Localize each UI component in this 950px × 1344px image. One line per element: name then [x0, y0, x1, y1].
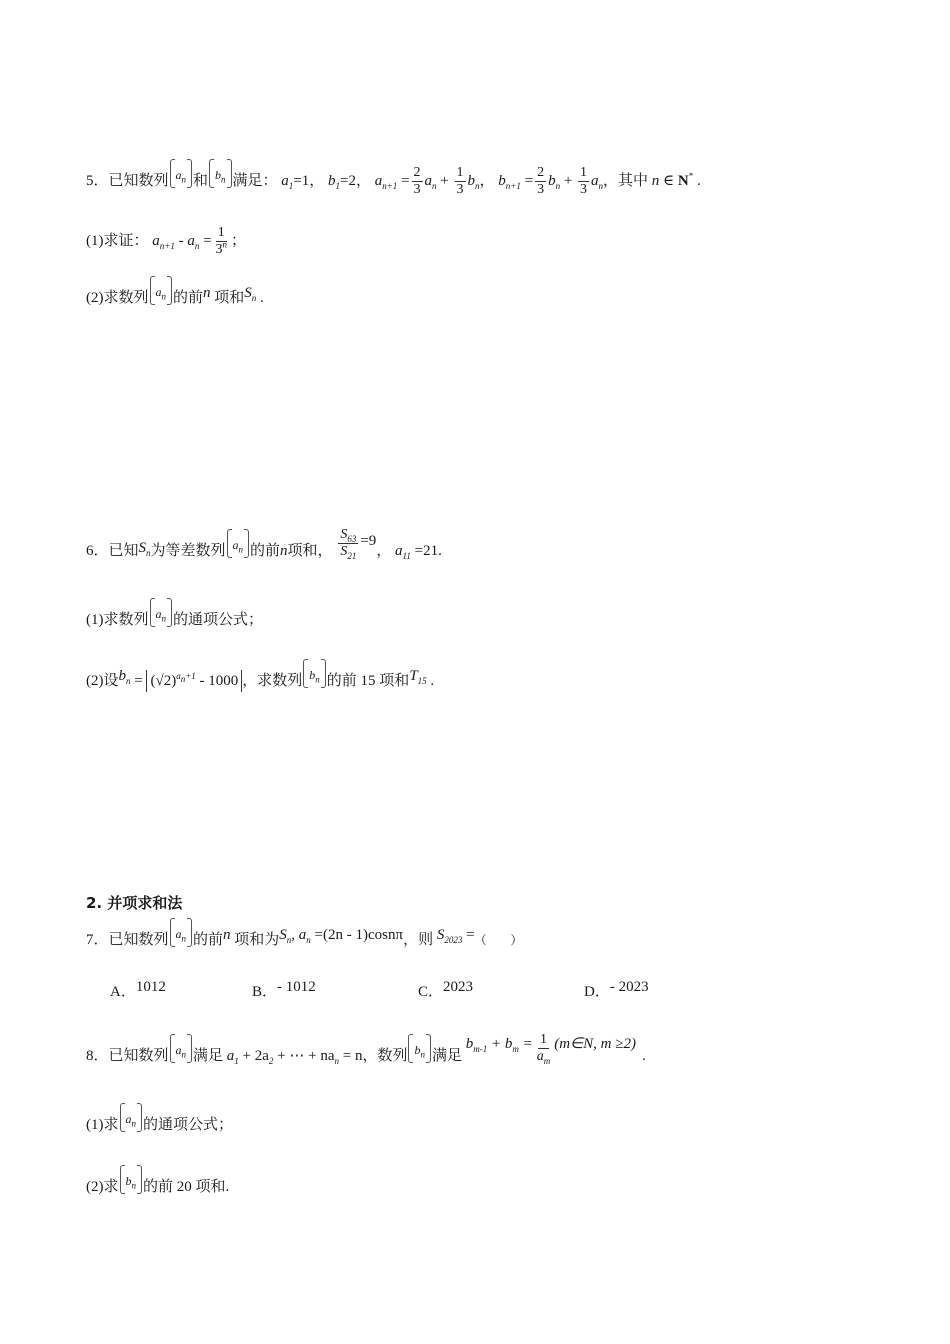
seq-a: $a_n$: [150, 604, 173, 624]
frac-2-3: $\frac{2}{3}$: [413, 165, 421, 197]
q8-part1: (1)求 $a_n$ 的通项公式；: [86, 1115, 233, 1135]
seq-b: $b_n$: [303, 665, 326, 685]
frac-1-3-b: $\frac{1}{3}$: [580, 165, 588, 197]
q6-part1: (1)求数列 $a_n$ 的通项公式；: [86, 610, 263, 630]
a1-term: $a_1$: [281, 172, 294, 191]
abs-expr: $(√2)^{a_n+1} - 1000$: [146, 670, 242, 692]
b1-term: $b_1$: [328, 172, 341, 191]
seq-a: $a_n$: [150, 282, 173, 302]
seq-a: $a_n$: [227, 535, 250, 555]
q8-stem: 8．已知数列 $a_n$ 满足 $a_1 + 2a_2$ + ⋯ + $na_n = n$，数列 $b_n$ 满足 $b_{m-1} + b_m$ = $\frac{1}{a_m}$ (m∈N, m ≥2).: [86, 1032, 646, 1066]
q5-and: 和: [193, 172, 209, 189]
seq-a: $a_n$: [170, 924, 193, 944]
b1-value: =2，: [340, 172, 371, 189]
q7-stem: 7．已知数列 $a_n$ 的前n 项和为$S_n$, $a_n =(2n - 1)\cos n\pi$，则 $S_{2023}$ =（ ）: [86, 930, 523, 950]
q8-part2: (2)求 $b_n$ 的前 20 项和.: [86, 1177, 229, 1197]
q5-part1-label: (1)求证：: [86, 232, 149, 249]
recurrence-a: $a_{n+1}$ =: [374, 172, 410, 191]
q5-satisfies: 满足：: [232, 172, 278, 189]
q5-number: 5．已知数列: [86, 172, 169, 189]
n-in-N: n: [651, 172, 660, 189]
seq-a: $a_n$: [120, 1109, 143, 1129]
frac-1-3: $\frac{1}{3}$: [456, 165, 464, 197]
b-relation: $b_{m-1} + b_m$ =: [465, 1035, 533, 1054]
q6-number: 6．已知: [86, 542, 139, 559]
option-b[interactable]: B．- 1012: [252, 979, 316, 1000]
seq-a: $a_n$: [170, 1040, 193, 1060]
a11-term: $a_{11}$: [395, 542, 411, 561]
seq-b: $b_n$: [120, 1171, 143, 1191]
a1-value: =1，: [293, 172, 325, 189]
section-title: 2. 并项求和法: [86, 894, 183, 912]
q6-stem: 6．已知$S_n$为等差数列 $a_n$ 的前n项和， $\frac{S_{63}}{S_{21}}$ =9， $a_{11} =21$.: [86, 527, 442, 561]
frac-s63-s21: $\frac{S_{63}}{S_{21}}$: [340, 527, 357, 561]
recurrence-b: $b_{n+1}$ =: [498, 172, 534, 191]
q6-part2: (2)设$b_n = (√2)^{a_n+1} - 1000$ ，求数列 $b_n$ 的前 15 项和$T_{15}$ .: [86, 670, 434, 692]
option-c[interactable]: C．2023: [418, 979, 474, 1000]
q5-where: ，其中: [603, 172, 649, 189]
q5-part1: (1)求证： $a_{n+1} - a_n$ = $\frac{1}{3^n}$ ；: [86, 225, 247, 257]
seq-a: $a_n$: [170, 165, 193, 185]
diff-expr: $a_{n+1} - a_n$ =: [152, 232, 212, 251]
q5-part2-label: (2)求数列: [86, 290, 149, 306]
frac-2-3-b: $\frac{2}{3}$: [537, 165, 545, 197]
sum-expr: $a_1 + 2a_2$ + ⋯ + $na_n = n$: [226, 1047, 363, 1066]
option-d[interactable]: D．- 2023: [584, 979, 649, 1000]
frac-1-am: $\frac{1}{a_m}$: [536, 1032, 551, 1066]
seq-b: $b_n$: [209, 165, 232, 185]
q5-part2: (2)求数列 $a_n$ 的前n 项和$S_n$ .: [86, 288, 264, 308]
q5-stem: 5．已知数列 $a_n$ 和 $b_n$ 满足： $a_1=1$， $b_1=2$， $a_{n+1}$ = $\frac{2}{3}$ $a_n$ + $\frac{1}{3}$ $b_n$， $b_{n+1}$ = $\frac{2}{3}$ $b_n$ + $\frac{1}{3}$ $a_n$，其中 n ∈ N* .: [86, 165, 701, 197]
seq-b: $b_n$: [408, 1040, 431, 1060]
frac-1-3n: $\frac{1}{3^n}$: [215, 225, 228, 257]
option-a[interactable]: A．1012: [110, 979, 166, 1000]
